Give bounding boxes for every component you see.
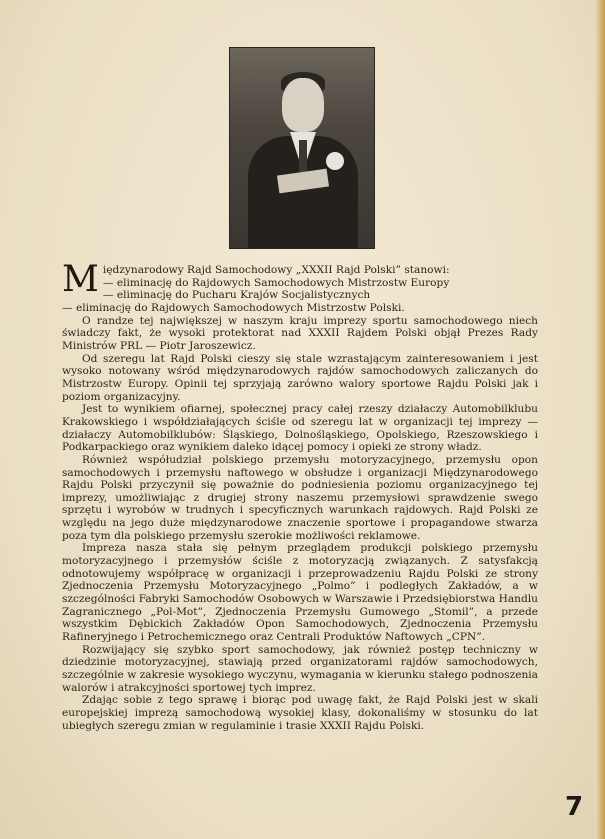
drop-cap: M: [62, 259, 99, 300]
paragraph: Impreza nasza stała się pełnym przeglądem produkcji polskiego przemysłu motoryzacyjnego i przemysłów ściśle z motoryzacją związanych. Z satysfakcją odnotowujemy współpracę w organizacji i przeprowadzeniu Rajdu Polski ze strony Zjednoczenia Przemysłu Motoryzacyjnego „Polmo” i podległych Zakładów, a w szczególności Fabryki Samochodów Osobowych w Warszawie i Przedsiębiorstwa Handlu Zagranicznego „Pol-Mot”, Zjednoczenia Przemysłu Gumowego „Stomil”, a przede wszystkim Dębickich Zakładów Opon Samochodowych, Zjednoczenia Przemysłu Rafineryjnego i Petrochemicznego oraz Centrali Produktów Naftowych „CPN”.: [62, 542, 538, 644]
paragraph: Rozwijający się szybko sport samochodowy, jak również postęp techniczny w dziedzinie motoryzacyjnej, stawiają przed organizatorami rajdów samochodowych, szczególnie w zakresie wysokiego wyczynu, wymagania w kierunku stałego podnoszenia walorów i atrakcyjności sportowej tych imprez.: [62, 643, 538, 694]
intro-text: iędzynarodowy Rajd Samochodowy „XXXII Rajd Polski” stanowi:: [102, 264, 450, 276]
list-item: — eliminację do Pucharu Krajów Socjalistycznych: [102, 289, 371, 302]
paragraph: Jest to wynikiem ofiarnej, społecznej pracy całej rzeszy działaczy Automobilklubu Krakowskiego i współdziałających ściśle od szeregu lat w organizacji tej imprezy — działaczy Automobilklubów: Śląskiego, Dolnośląskiego, Opolskiego, Rzeszowskiego i Podkarpackiego oraz wynikiem daleko idącej pomocy i opieki ze strony władz.: [62, 403, 538, 454]
paragraph: O randze tej największej w naszym kraju imprezy sportu samochodowego niech świadczy fakt, że wysoki protektorat nad XXXII Rajdem Polski objął Prezes Rady Ministrów PRL — Piotr Jaroszewicz.: [62, 314, 538, 352]
list-item: — eliminację do Rajdowych Samochodowych Mistrzostw Polski.: [62, 301, 405, 314]
paragraph: Również współudział polskiego przemysłu motoryzacyjnego, przemysłu opon samochodowych i przemysłu naftowego w obsłudze i organizacji Międzynarodowego Rajdu Polski przyczynił się poważnie do podniesienia poziomu organizacyjnego tej imprezy, umożliwiając z drugiej strony naszemu przemysłowi sprawdzenie swego sprzętu i wyrobów w trudnych i specyficznych warunkach rajdowych. Rajd Polski ze względu na jego duże międzynarodowe znaczenie sportowe i propagandowe stwarza poza tym dla polskiego przemysłu szerokie możliwości reklamowe.: [62, 453, 538, 542]
portrait-photo: [229, 47, 375, 249]
paragraph: Zdając sobie z tego sprawę i biorąc pod uwagę fakt, że Rajd Polski jest w skali europejskiej imprezą samochodową wysokiej klasy, dokonaliśmy w stosunku do lat ubiegłych szeregu zmian w regulaminie i trasie XXXII Rajdu Polski.: [62, 694, 538, 732]
paragraph: Od szeregu lat Rajd Polski cieszy się stale wzrastającym zainteresowaniem i jest wysoko notowany wśród międzynarodowych rajdów samochodowych zaliczanych do Mistrzostw Europy. Opinii tej sprzyjają zarówno walory sportowe Rajdu Polski jak i poziom organizacyjny.: [62, 352, 538, 403]
page-edge: [595, 0, 605, 839]
page-number: 7: [565, 792, 584, 822]
list-item: — eliminację do Rajdowych Samochodowych Mistrzostw Europy: [102, 276, 450, 289]
article-body: [62, 259, 538, 732]
